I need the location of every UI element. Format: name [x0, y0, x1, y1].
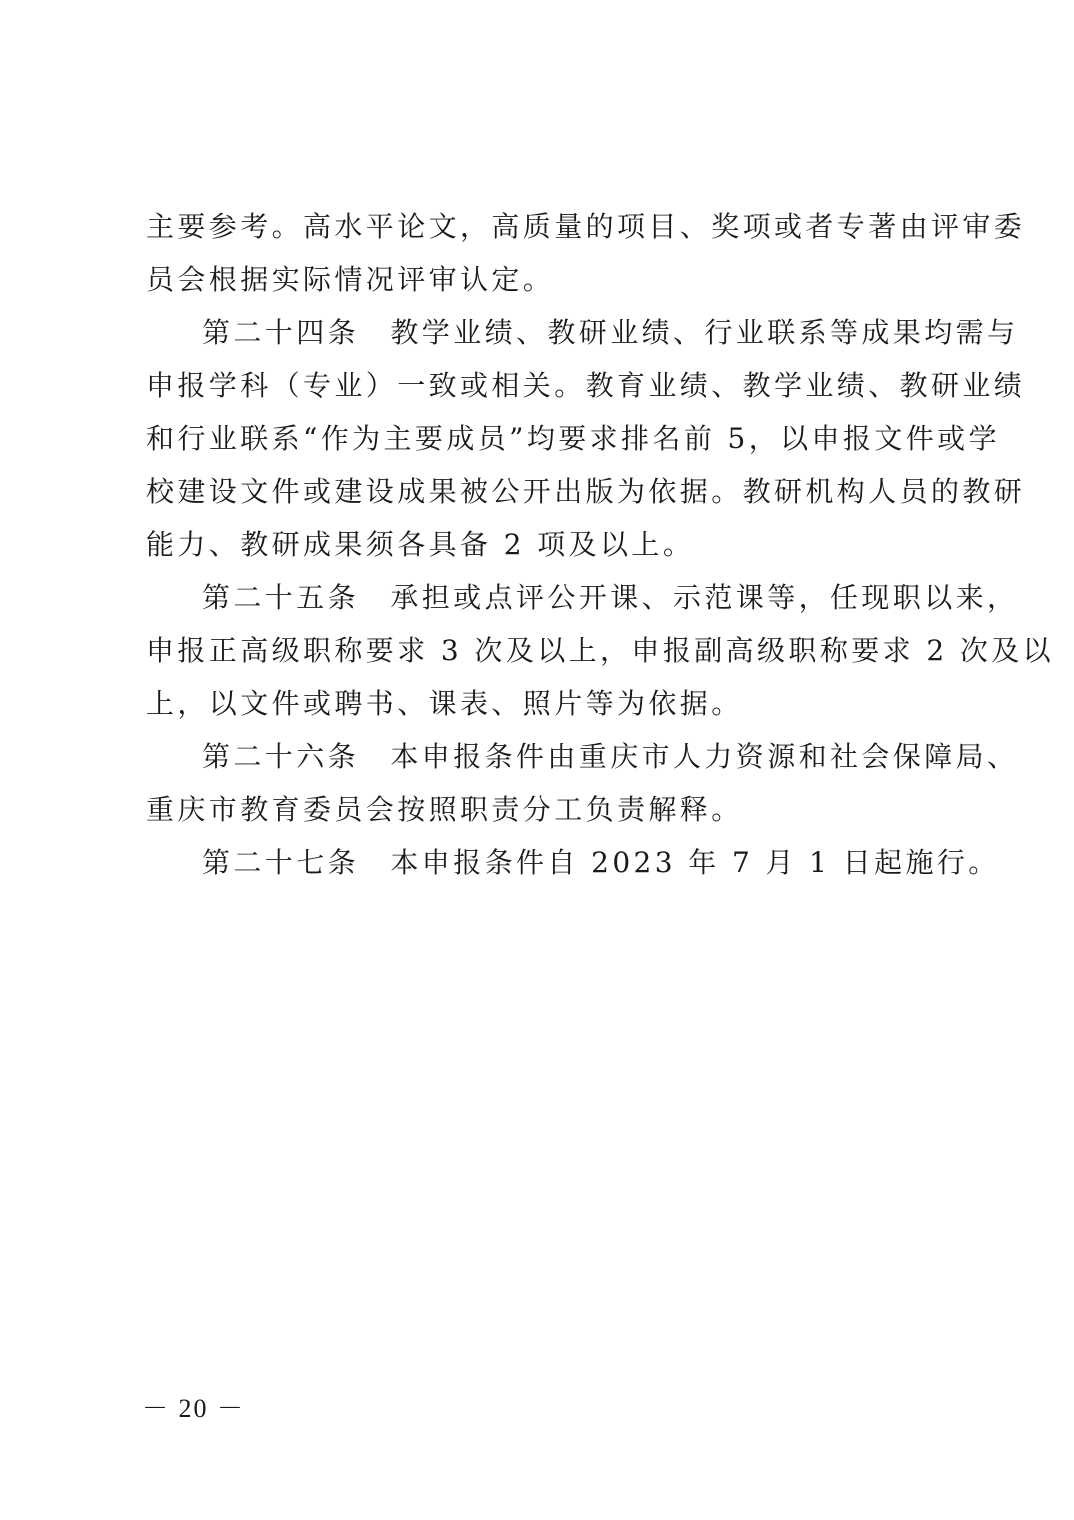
- page-number: － 20 －: [142, 1394, 246, 1423]
- text-line: 和行业联系“作为主要成员”均要求排名前 5，以申报文件或学: [146, 422, 1000, 455]
- article-26-heading-line: 第二十六条 本申报条件由重庆市人力资源和社会保障局、: [202, 740, 1019, 773]
- text-line: 校建设文件或建设成果被公开出版为依据。教研机构人员的教研: [146, 475, 1026, 508]
- text-line: 申报正高级职称要求 3 次及以上，申报副高级职称要求 2 次及以: [146, 634, 1055, 667]
- text-line: 申报学科（专业）一致或相关。教育业绩、教学业绩、教研业绩: [146, 369, 1026, 402]
- text-line: 主要参考。高水平论文，高质量的项目、奖项或者专著由评审委: [146, 210, 1026, 243]
- text-line: 能力、教研成果须各具备 2 项及以上。: [146, 528, 695, 561]
- document-body: [146, 200, 1055, 889]
- text-line: 重庆市教育委员会按照职责分工负责解释。: [146, 793, 743, 826]
- article-27-heading-line: 第二十七条 本申报条件自 2023 年 7 月 1 日起施行。: [202, 846, 1000, 879]
- text-line: 员会根据实际情况评审认定。: [146, 263, 555, 296]
- article-25-heading-line: 第二十五条 承担或点评公开课、示范课等，任现职以来，: [202, 581, 1019, 614]
- article-24-heading-line: 第二十四条 教学业绩、教研业绩、行业联系等成果均需与: [202, 316, 1019, 349]
- text-line: 上，以文件或聘书、课表、照片等为依据。: [146, 687, 743, 720]
